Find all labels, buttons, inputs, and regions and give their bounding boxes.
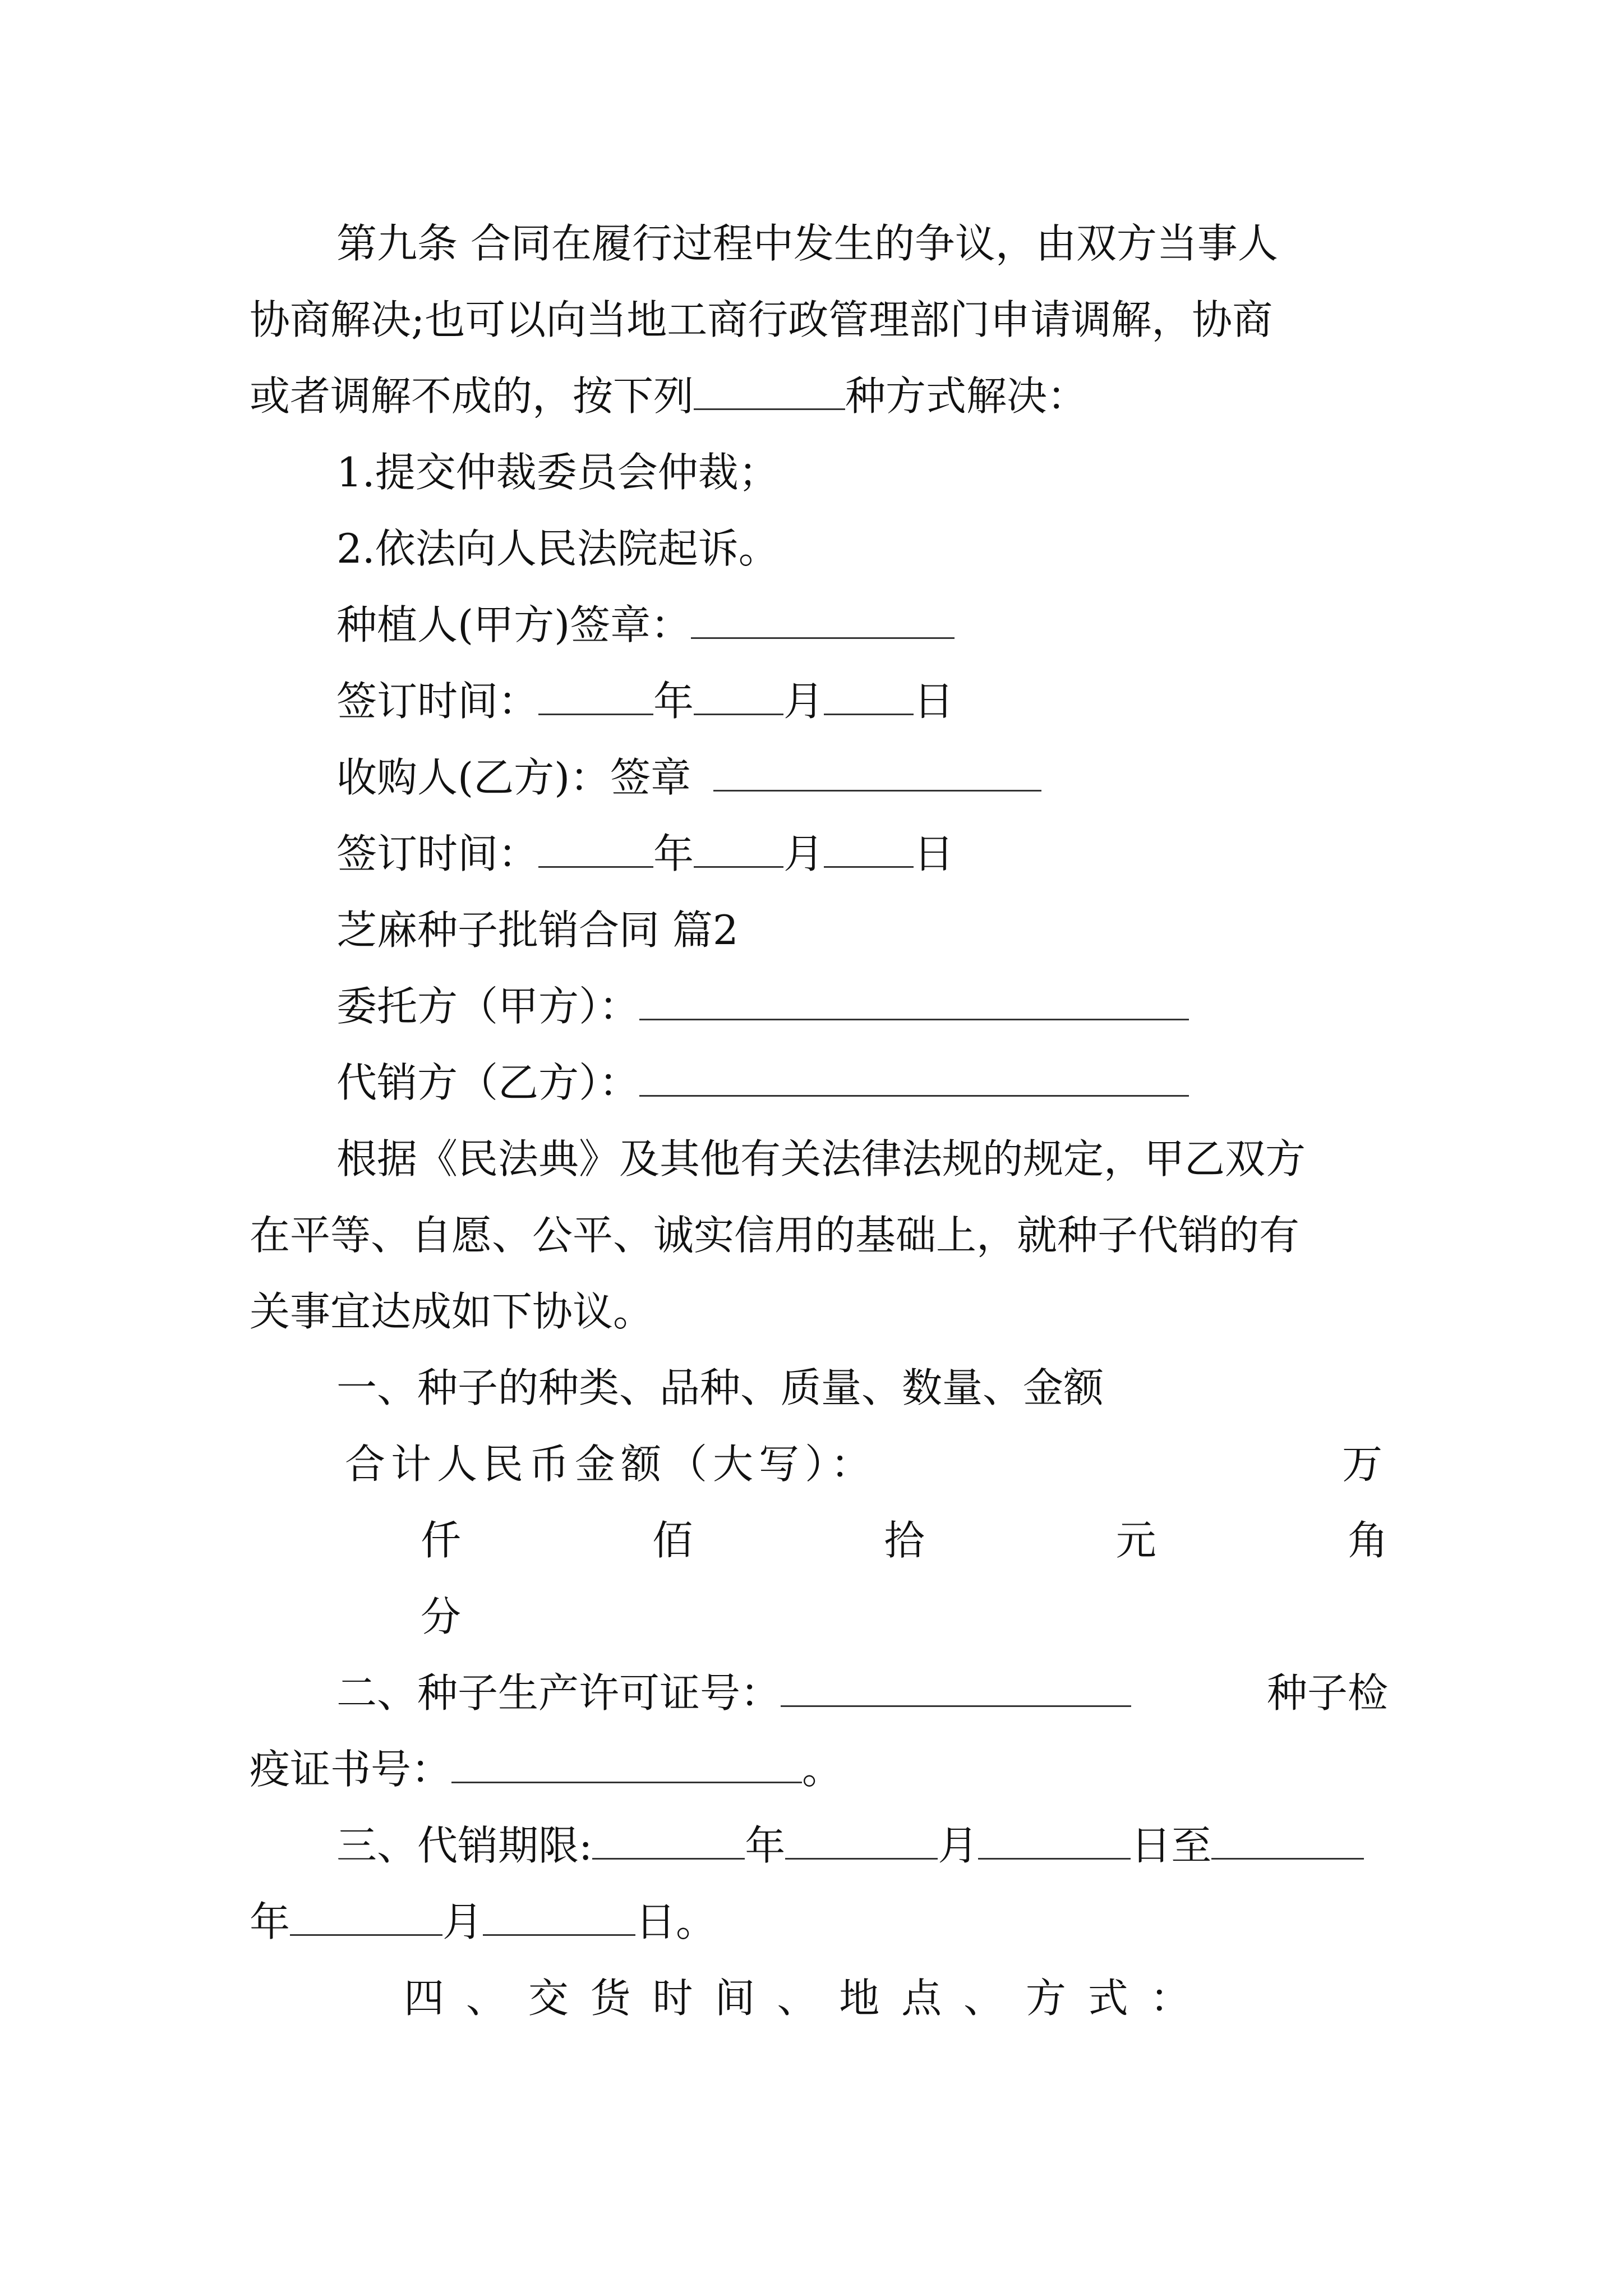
section-2-cont-2: 疫证书号： [250, 1746, 452, 1793]
section-2-period: 。 [802, 1746, 843, 1793]
sign-year-blank-1[interactable] [538, 668, 653, 715]
month-unit: 月 [938, 1822, 979, 1869]
year-unit: 年 [745, 1822, 786, 1869]
day-unit: 日 [635, 1898, 676, 1945]
sign-date-label-2: 签订时间： [336, 830, 539, 877]
sign-month-blank-2[interactable] [694, 820, 783, 868]
unit-qian: 仟 [421, 1517, 462, 1564]
buyer-signature-label: 收购人(乙方)：签章 [336, 754, 691, 801]
total-amount-label: 合计人民币金额（大写）： [345, 1441, 877, 1488]
section-4-text: 四 、 交 货 时 间 、 地 点 、 方 式 ： [404, 1975, 1195, 2022]
contract-title-2 [336, 896, 1388, 964]
article9-line2 [250, 286, 1388, 353]
sign-date-line-2 [336, 820, 1388, 887]
section-2-line2 [250, 1736, 1388, 1803]
section-3-label: 三、代销期限: [336, 1822, 593, 1869]
article9-text-3a: 或者调解不成的，按下列 [250, 372, 694, 420]
method-blank[interactable] [694, 362, 845, 410]
preamble-text-2: 在平等、自愿、公平、诚实信用的基础上，就种子代销的有 [250, 1212, 1300, 1259]
planter-signature-label: 种植人(甲方)签章： [336, 601, 691, 648]
section-2-cont: 种子检 [1266, 1669, 1388, 1717]
unit-wan: 万 [1341, 1441, 1388, 1488]
unit-yuan: 元 [1115, 1517, 1156, 1564]
consignor-blank[interactable] [639, 973, 1189, 1020]
period-start-year-blank[interactable] [592, 1812, 745, 1860]
agent-label: 代销方（乙方）： [336, 1059, 640, 1106]
option-1 [336, 439, 1388, 506]
period-start-day-blank[interactable] [978, 1812, 1131, 1860]
consignor-label: 委托方（甲方）： [336, 983, 640, 1030]
sign-month-blank-1[interactable] [694, 668, 783, 715]
production-license-blank[interactable] [781, 1659, 1131, 1707]
day-unit: 日 [914, 678, 955, 725]
amount-units-line [421, 1507, 1388, 1574]
quarantine-cert-blank[interactable] [451, 1736, 802, 1783]
planter-signature-line [336, 591, 1388, 659]
option-2-text: 2.依法向人民法院起诉。 [336, 525, 779, 572]
sign-year-blank-2[interactable] [538, 820, 653, 868]
article9-text-3b: 种方式解决： [845, 372, 1088, 420]
unit-bai: 佰 [652, 1517, 693, 1564]
article9-text-1: 第九条 合同在履行过程中发生的争议，由双方当事人 [336, 220, 1278, 267]
preamble-text-1: 根据《民法典》及其他有关法律法规的规定，甲乙双方 [336, 1135, 1306, 1182]
buyer-signature-line [336, 744, 1388, 811]
agent-blank[interactable] [639, 1049, 1189, 1097]
month-unit: 月 [442, 1898, 483, 1945]
year-unit: 年 [653, 830, 694, 877]
section-1-heading [336, 1354, 1388, 1421]
preamble-line1 [336, 1125, 1388, 1193]
sign-day-blank-2[interactable] [824, 820, 914, 868]
sign-date-label-1: 签订时间： [336, 678, 539, 725]
month-unit: 月 [783, 678, 824, 725]
preamble-line3 [250, 1278, 1388, 1345]
day-unit: 日 [914, 830, 955, 877]
section-1-text: 一、种子的种类、品种、质量、数量、金额 [336, 1364, 1104, 1411]
section-2-line1 [336, 1659, 1388, 1727]
preamble-text-3: 关事宜达成如下协议。 [250, 1288, 654, 1335]
sign-date-line-1 [336, 668, 1388, 735]
section-3-line2 [250, 1888, 1388, 1955]
consignor-line [336, 973, 1388, 1040]
article9-line1 [336, 210, 1388, 277]
total-amount-line [345, 1430, 1388, 1498]
to-unit: 日至 [1131, 1822, 1212, 1869]
month-unit: 月 [783, 830, 824, 877]
option-2 [336, 515, 1388, 582]
option-1-text: 1.提交仲裁委员会仲裁； [336, 449, 779, 496]
article9-line3 [250, 362, 1388, 430]
section-3-line1 [336, 1812, 1388, 1879]
buyer-signature-blank[interactable] [713, 744, 1041, 792]
period-end-day-blank[interactable] [483, 1888, 635, 1936]
agent-line [336, 1049, 1388, 1116]
amount-fen-line [421, 1583, 645, 1650]
unit-shi: 拾 [884, 1517, 925, 1564]
period-end-year-blank-start[interactable] [1211, 1812, 1364, 1860]
sign-day-blank-1[interactable] [824, 668, 914, 715]
preamble-line2 [250, 1202, 1388, 1269]
section-3-period: 。 [676, 1898, 717, 1945]
contract-title-2-text: 芝麻种子批销合同 篇2 [336, 907, 739, 954]
article9-text-2: 协商解决;也可以向当地工商行政管理部门申请调解，协商 [250, 296, 1273, 343]
period-start-month-blank[interactable] [785, 1812, 938, 1860]
unit-fen: 分 [421, 1593, 462, 1640]
unit-jiao: 角 [1347, 1517, 1388, 1564]
year-unit: 年 [653, 678, 694, 725]
section-4-heading [404, 1964, 1388, 2032]
section-2-label: 二、种子生产许可证号： [336, 1669, 781, 1717]
year-unit: 年 [250, 1898, 291, 1945]
period-end-month-blank[interactable] [290, 1888, 442, 1936]
planter-signature-blank[interactable] [691, 591, 955, 639]
